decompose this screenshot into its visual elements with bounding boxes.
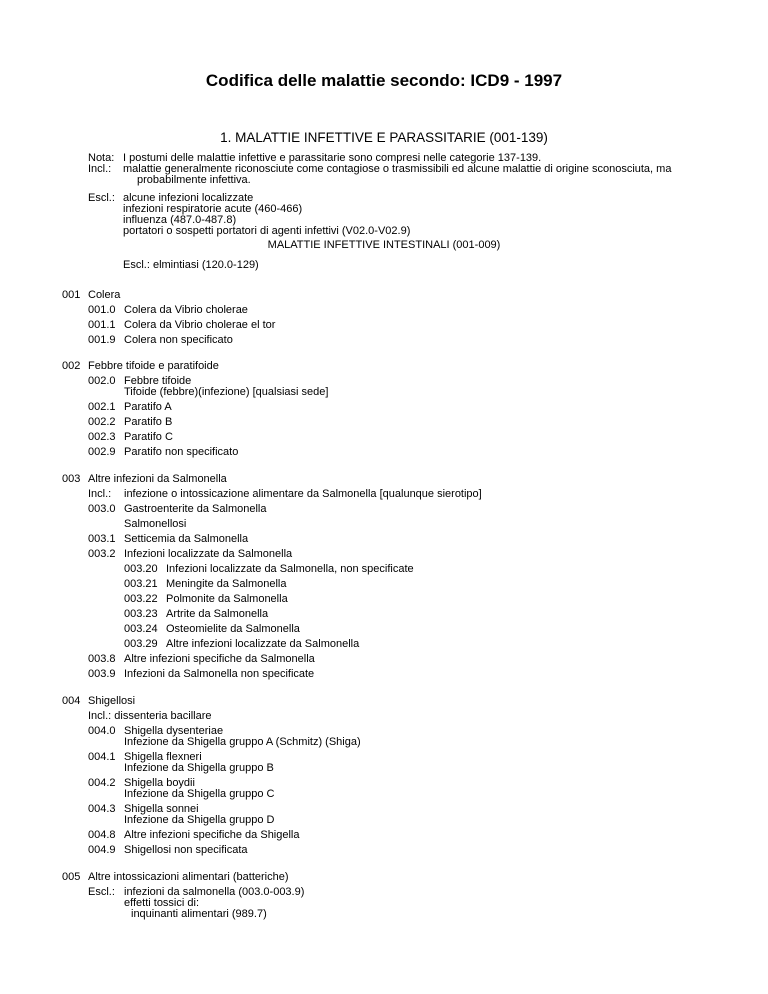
nota-label: Nota: [88, 152, 115, 164]
subitem-text: Infezioni localizzate da Salmonella, non specificate [166, 563, 414, 575]
item-code: 003.1 [88, 533, 116, 545]
item-code: 004.1 [88, 751, 116, 763]
item-code: 003.8 [88, 653, 116, 665]
item-text: Colera non specificato [124, 334, 233, 346]
section-heading: MALATTIE INFETTIVE INTESTINALI (001-009) [267, 239, 501, 251]
item-text: Shigella dysenteriae [124, 725, 224, 737]
category-name: Colera [88, 289, 121, 301]
subitem-code: 003.20 [124, 563, 158, 575]
item-subtext: Infezione da Shigella gruppo B [124, 762, 274, 774]
item-text: Altre infezioni specifiche da Salmonella [124, 653, 315, 665]
item-code: 004.0 [88, 725, 116, 737]
category-name: Altre infezioni da Salmonella [88, 473, 227, 485]
item-text: Paratifo non specificato [124, 446, 239, 458]
item-code: 003.9 [88, 668, 116, 680]
item-text: Paratifo A [124, 401, 172, 413]
subitem-text: Polmonite da Salmonella [166, 593, 288, 605]
item-code: 002.2 [88, 416, 116, 428]
subitem-code: 003.22 [124, 593, 158, 605]
item-text: Altre infezioni specifiche da Shigella [124, 829, 300, 841]
category-name: Febbre tifoide e paratifoide [88, 360, 219, 372]
item-text: Salmonellosi [124, 518, 187, 530]
incl-label: Incl.: [88, 163, 112, 175]
category-code: 003 [62, 473, 81, 485]
item-text: Colera da Vibrio cholerae [124, 304, 248, 316]
item-text: Shigella flexneri [124, 751, 202, 763]
incl-text: malattie generalmente riconosciute come contagiose o trasmissibili ed alcune malattie di origine sconosciuta, ma [123, 163, 672, 175]
item-text: Setticemia da Salmonella [124, 533, 249, 545]
escl-line: inquinanti alimentari (989.7) [131, 908, 267, 920]
escl-line: infezioni da salmonella (003.0-003.9) [124, 886, 305, 898]
escl-label: Escl.: [88, 192, 115, 204]
item-code: 003.0 [88, 503, 116, 515]
item-text: Shigella sonnei [124, 803, 199, 815]
subitem-code: 003.29 [124, 638, 158, 650]
category-name: Altre intossicazioni alimentari (batteriche) [88, 871, 289, 883]
item-text: Colera da Vibrio cholerae el tor [124, 319, 276, 331]
incl-text: Incl.: dissenteria bacillare [88, 710, 212, 722]
item-text: Gastroenterite da Salmonella [124, 503, 267, 515]
item-text: Paratifo B [124, 416, 173, 428]
item-code: 002.9 [88, 446, 116, 458]
item-code: 002.3 [88, 431, 116, 443]
category-code: 001 [62, 289, 81, 301]
subitem-text: Artrite da Salmonella [166, 608, 269, 620]
item-text: Paratifo C [124, 431, 173, 443]
item-subtext: Infezione da Shigella gruppo C [124, 788, 275, 800]
item-code: 004.8 [88, 829, 116, 841]
item-text: Infezioni da Salmonella non specificate [124, 668, 315, 680]
subitem-code: 003.23 [124, 608, 158, 620]
item-code: 001.9 [88, 334, 116, 346]
item-code: 004.9 [88, 844, 116, 856]
subitem-code: 003.21 [124, 578, 158, 590]
category-code: 005 [62, 871, 81, 883]
item-text: Infezioni localizzate da Salmonella [124, 548, 293, 560]
subitem-text: Osteomielite da Salmonella [166, 623, 300, 635]
item-subtext: Infezione da Shigella gruppo A (Schmitz) (Shiga) [124, 736, 361, 748]
escl-label: Escl.: [88, 886, 115, 898]
escl-line: infezioni respiratorie acute (460-466) [123, 203, 303, 215]
escl-line: effetti tossici di: [124, 897, 199, 909]
item-subtext: Infezione da Shigella gruppo D [124, 814, 275, 826]
subitem-text: Meningite da Salmonella [166, 578, 287, 590]
item-code: 004.3 [88, 803, 116, 815]
item-code: 001.0 [88, 304, 116, 316]
item-text: Febbre tifoide [124, 375, 192, 387]
section-escl: Escl.: elmintiasi (120.0-129) [123, 259, 259, 271]
subitem-code: 003.24 [124, 623, 158, 635]
subitem-text: Altre infezioni localizzate da Salmonella [166, 638, 360, 650]
incl-label: Incl.: [88, 488, 112, 500]
item-text: Shigellosi non specificata [124, 844, 248, 856]
incl-text: infezione o intossicazione alimentare da Salmonella [qualunque sierotipo] [124, 488, 482, 500]
page-title: Codifica delle malattie secondo: ICD9 - 1997 [205, 71, 563, 90]
item-text: Shigella boydii [124, 777, 195, 789]
escl-line: alcune infezioni localizzate [123, 192, 254, 204]
category-code: 002 [62, 360, 81, 372]
escl-line: influenza (487.0-487.8) [123, 214, 237, 226]
item-code: 003.2 [88, 548, 116, 560]
incl-text-cont: probabilmente infettiva. [137, 174, 251, 186]
item-code: 004.2 [88, 777, 116, 789]
nota-text: I postumi delle malattie infettive e parassitarie sono compresi nelle categorie 137-139. [123, 152, 542, 164]
item-subtext: Tifoide (febbre)(infezione) [qualsiasi sede] [124, 386, 329, 398]
item-code: 001.1 [88, 319, 116, 331]
category-code: 004 [62, 695, 81, 707]
escl-line: portatori o sospetti portatori di agenti infettivi (V02.0-V02.9) [123, 225, 411, 237]
item-code: 002.1 [88, 401, 116, 413]
item-code: 002.0 [88, 375, 116, 387]
chapter-heading: 1. MALATTIE INFETTIVE E PARASSITARIE (001-139) [220, 130, 548, 145]
category-name: Shigellosi [88, 695, 136, 707]
